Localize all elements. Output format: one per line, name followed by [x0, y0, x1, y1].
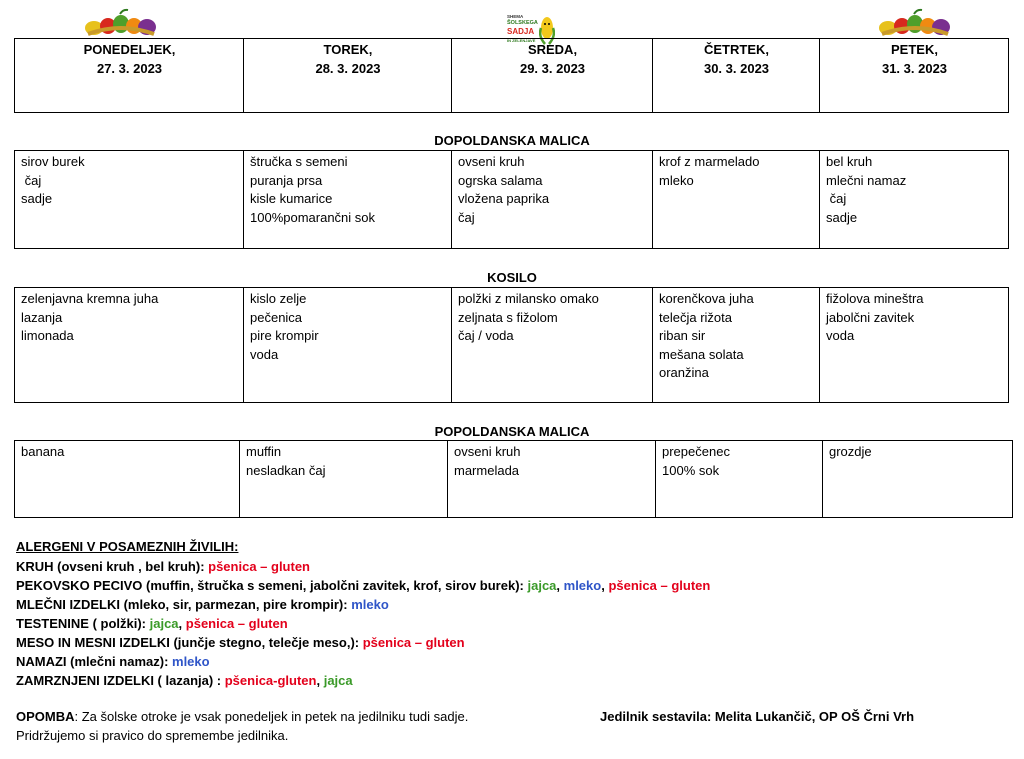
- note-line-2: Pridržujemo si pravico do spremembe jedilnika.: [16, 728, 289, 743]
- allergens-title: ALERGENI V POSAMEZNIH ŽIVILIH:: [16, 539, 239, 554]
- menu-item: korenčkova juha: [659, 291, 754, 306]
- menu-item: prepečenec: [662, 444, 730, 459]
- menu-item: voda: [826, 328, 855, 343]
- menu-item: čaj: [826, 191, 847, 206]
- note-label: OPOMBA: [16, 709, 75, 724]
- menu-item: čaj / voda: [458, 328, 514, 343]
- day-header-wednesday: [452, 39, 653, 113]
- menu-item: bel kruh: [826, 154, 873, 169]
- menu-item: kislo zelje: [250, 291, 307, 306]
- allergen-name: mleko: [351, 597, 389, 612]
- menu-item: mleko: [659, 172, 694, 188]
- allergen-food-group: TESTENINE ( polžki):: [16, 616, 150, 631]
- menu-item: zeljnata s fižolom: [458, 309, 558, 325]
- allergen-line: [16, 576, 710, 595]
- menu-item: 100% sok: [662, 462, 720, 478]
- menu-cell: [240, 441, 448, 518]
- menu-item: krof z marmelado: [659, 154, 760, 169]
- allergen-name: ,: [178, 616, 186, 631]
- allergen-line: [16, 557, 310, 576]
- day-header-friday: [820, 39, 1009, 113]
- menu-cell: [656, 441, 823, 518]
- logo-text-solskega: ŠOLSKEGA: [507, 20, 538, 26]
- menu-item: nesladkan čaj: [246, 462, 326, 478]
- allergen-name: pšenica-gluten: [224, 673, 317, 688]
- day-header-monday: [15, 39, 244, 113]
- menu-item: polžki z milansko omako: [458, 291, 599, 306]
- menu-item: puranja prsa: [250, 172, 323, 188]
- note-line-1: [16, 707, 468, 726]
- menu-item: limonada: [21, 328, 74, 343]
- menu-item: čaj: [21, 172, 42, 188]
- menu-cell: [15, 441, 240, 518]
- day-date: 27. 3. 2023: [96, 60, 163, 76]
- allergen-food-group: MLEČNI IZDELKI (mleko, sir, parmezan, pire krompir):: [16, 597, 352, 612]
- allergen-name: ,: [601, 578, 609, 593]
- menu-item: štručka s semeni: [250, 154, 348, 169]
- section-title-afternoon-snack: POPOLDANSKA MALICA: [434, 424, 590, 439]
- allergen-line: [16, 633, 465, 652]
- allergen-line: [16, 652, 210, 671]
- menu-item: marmelada: [454, 462, 520, 478]
- menu-item: sirov burek: [21, 154, 85, 169]
- menu-item: sadje: [826, 209, 858, 225]
- menu-item: vložena paprika: [458, 191, 550, 206]
- menu-cell: [653, 151, 820, 249]
- menu-cell: [820, 151, 1009, 249]
- allergen-food-group: NAMAZI (mlečni namaz):: [16, 654, 173, 669]
- allergen-name: jajca: [323, 673, 353, 688]
- day-name: SREDA,: [527, 42, 578, 57]
- allergen-name: ,: [316, 673, 324, 688]
- menu-cell: [244, 151, 452, 249]
- menu-item: ovseni kruh: [458, 154, 525, 169]
- day-header-tuesday: [244, 39, 452, 113]
- menu-author: Jedilnik sestavila: Melita Lukančič, OP OŠ Črni Vrh: [600, 709, 915, 724]
- section-title-morning-snack: DOPOLDANSKA MALICA: [434, 133, 590, 148]
- day-date: 28. 3. 2023: [315, 60, 381, 76]
- allergen-food-group: PEKOVSKO PECIVO (muffin, štručka s semeni, jabolčni zavitek, krof, sirov burek):: [16, 578, 528, 593]
- menu-item: lazanja: [21, 309, 63, 325]
- allergen-line: [16, 671, 353, 690]
- menu-item: fižolova mineštra: [826, 291, 924, 306]
- day-name: PETEK,: [891, 42, 938, 57]
- logo-text-zelenjave: IN ZELENJAVE: [507, 38, 536, 43]
- menu-cell: [820, 288, 1009, 403]
- menu-item: 100%pomarančni sok: [250, 209, 376, 225]
- allergen-food-group: MESO IN MESNI IZDELKI (junčje stegno, telečje meso,):: [16, 635, 363, 650]
- lunch-table: [14, 287, 1009, 403]
- menu-item: voda: [250, 346, 279, 362]
- menu-cell: [452, 151, 653, 249]
- allergen-food-group: ZAMRZNJENI IZDELKI ( lazanja) :: [16, 673, 225, 688]
- menu-item: banana: [21, 444, 65, 459]
- menu-cell: [15, 288, 244, 403]
- allergen-name: jajca: [527, 578, 557, 593]
- allergen-line: [16, 595, 389, 614]
- day-header-thursday: [653, 39, 820, 113]
- allergen-food-group: KRUH (ovseni kruh , bel kruh):: [16, 559, 209, 574]
- day-header-table: [14, 38, 1009, 113]
- menu-item: pire krompir: [250, 328, 319, 343]
- menu-item: telečja rižota: [659, 309, 732, 325]
- menu-item: sadje: [21, 191, 53, 206]
- menu-item: muffin: [246, 444, 282, 459]
- day-name: TOREK,: [323, 42, 373, 57]
- note-text: : Za šolske otroke je vsak ponedeljek in petek na jedilniku tudi sadje.: [74, 709, 469, 724]
- allergen-name: mleko: [563, 578, 602, 593]
- menu-cell: [244, 288, 452, 403]
- menu-item: grozdje: [829, 444, 872, 459]
- day-name: PONEDELJEK,: [83, 42, 176, 57]
- menu-cell: [448, 441, 656, 518]
- allergen-name: pšenica – gluten: [362, 635, 465, 650]
- menu-cell: [653, 288, 820, 403]
- allergen-name: pšenica – gluten: [185, 616, 288, 631]
- menu-cell: [452, 288, 653, 403]
- allergen-name: pšenica – gluten: [608, 578, 711, 593]
- day-date: 29. 3. 2023: [519, 60, 586, 76]
- fruit-basket-logo-right: [878, 8, 952, 38]
- menu-item: jabolčni zavitek: [826, 309, 915, 325]
- menu-item: oranžina: [659, 365, 709, 380]
- menu-cell: [15, 151, 244, 249]
- menu-item: kisle kumarice: [250, 191, 333, 206]
- menu-item: ogrska salama: [458, 172, 543, 188]
- menu-item: pečenica: [250, 309, 303, 325]
- fruit-basket-logo-left: [84, 8, 158, 38]
- allergen-name: jajca: [149, 616, 179, 631]
- allergen-name: pšenica – gluten: [208, 559, 311, 574]
- day-date: 31. 3. 2023: [881, 60, 948, 76]
- day-name: ČETRTEK,: [704, 42, 769, 57]
- menu-item: mešana solata: [659, 346, 744, 362]
- logo-text-sadja: SADJA: [507, 27, 535, 36]
- allergen-name: mleko: [172, 654, 210, 669]
- menu-item: zelenjavna kremna juha: [21, 291, 159, 306]
- menu-item: čaj: [458, 209, 475, 225]
- morning-snack-table: [14, 150, 1009, 249]
- allergen-name: ,: [556, 578, 564, 593]
- day-date: 30. 3. 2023: [703, 60, 770, 76]
- allergen-line: [16, 614, 288, 633]
- menu-cell: [823, 441, 1013, 518]
- menu-item: mlečni namaz: [826, 172, 907, 188]
- section-title-lunch: KOSILO: [487, 270, 537, 285]
- menu-item: riban sir: [659, 328, 706, 343]
- afternoon-snack-table: [14, 440, 1013, 518]
- menu-item: ovseni kruh: [454, 444, 521, 459]
- logo-text-shema: SHEMA: [507, 14, 524, 19]
